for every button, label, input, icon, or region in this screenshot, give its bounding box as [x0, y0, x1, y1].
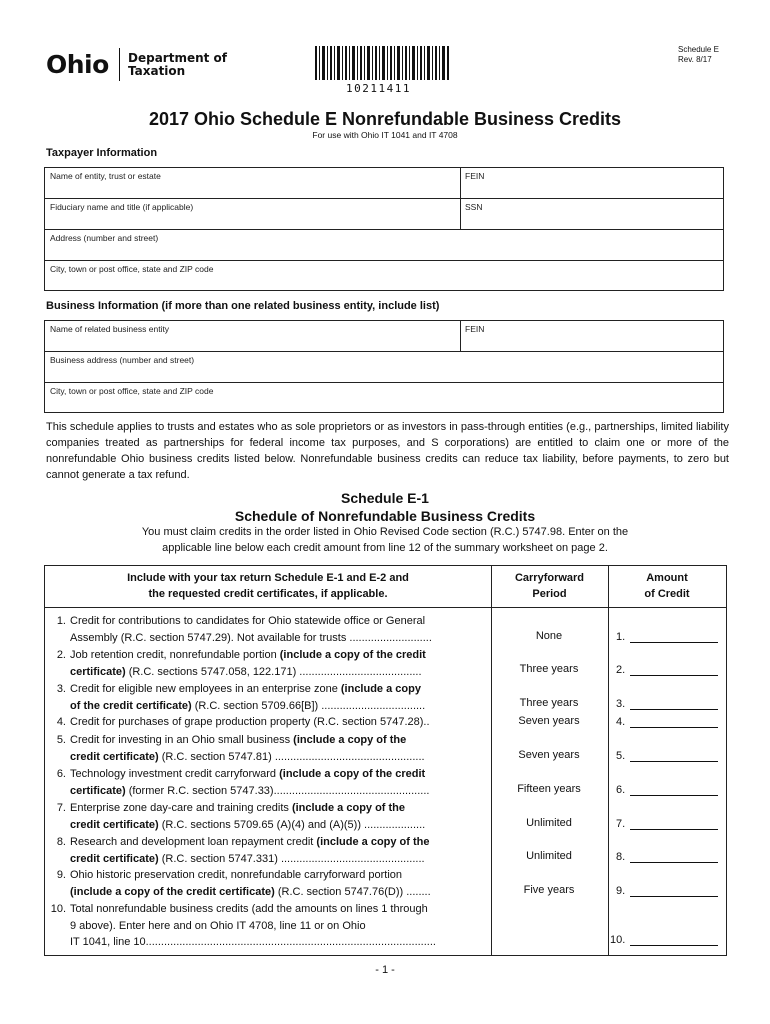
- divider: [608, 566, 609, 955]
- divider: [45, 229, 723, 230]
- ssn-field[interactable]: SSN: [465, 202, 483, 212]
- credit-text-bold: (include a copy of the credit: [279, 649, 426, 661]
- credit-text-bold: (include a copy of the: [293, 734, 407, 746]
- business-heading: Business Information (if more than one related business entity, include list): [46, 300, 440, 312]
- credit-text: Job retention credit, nonrefundable portion: [70, 649, 280, 661]
- credit-description-line-1: [70, 834, 484, 851]
- credit-number: 2.: [56, 649, 66, 661]
- column-header-amount-line-1: Amount: [646, 572, 688, 584]
- credit-text-bold: (include a copy: [340, 683, 421, 695]
- page-number: - 1 -: [375, 964, 395, 976]
- credit-description-line-2: [70, 783, 484, 800]
- credit-text: Technology investment credit carryforward: [70, 768, 280, 780]
- credit-text-bold: (include a copy of the: [291, 802, 406, 814]
- amount-input-line-3[interactable]: [630, 709, 718, 710]
- credit-description-line-1: Ohio historic preservation credit, nonrefundable carryforward portion: [70, 869, 402, 881]
- column-header-period: [491, 570, 608, 602]
- credit-description-line-2: [70, 664, 484, 681]
- credit-text-bold: certificate): [70, 784, 126, 797]
- amount-line-number: 9.: [616, 885, 626, 897]
- divider: [460, 168, 461, 229]
- instruction-line-1: You must claim credits in the order listed in Ohio Revised Code section (R.C.) 5747.98. Enter on the: [141, 526, 629, 538]
- carryforward-period: Fifteen years: [517, 783, 581, 795]
- amount-input-line-9[interactable]: [630, 896, 718, 897]
- credit-text-bold: credit certificate): [70, 818, 159, 831]
- credit-text-bold: credit certificate): [70, 750, 159, 763]
- credit-text: Credit for eligible new employees in an enterprise zone: [70, 683, 341, 695]
- credit-text-bold: (include a copy of the credit: [279, 768, 426, 780]
- credit-row: [50, 714, 484, 731]
- credit-text-bold: of the credit certificate): [70, 699, 192, 712]
- business-info-box: [44, 320, 724, 413]
- taxpayer-heading: Taxpayer Information: [46, 147, 158, 159]
- credit-description-line-1: [70, 800, 484, 817]
- divider: [45, 198, 723, 199]
- amount-line-number: 3.: [616, 698, 626, 710]
- credit-description-line-2: [70, 698, 484, 715]
- credit-text: (R.C. section 5747.76(D)) ........: [274, 885, 431, 898]
- credit-description-line-2: [70, 884, 484, 901]
- carryforward-period: Three years: [519, 663, 579, 675]
- credit-number: 10.: [50, 903, 66, 915]
- credit-description-line-1: Credit for contributions to candidates for Ohio statewide office or General: [70, 615, 426, 627]
- credit-description-line-1: [70, 732, 484, 749]
- column-header-description-line-1: Include with your tax return Schedule E-1 and E-2 and: [127, 572, 409, 584]
- carryforward-period: Seven years: [518, 749, 580, 761]
- credit-number: 9.: [56, 869, 66, 881]
- credit-number: 3.: [56, 683, 66, 695]
- dept-line-1: Department of: [128, 51, 228, 65]
- amount-line-number: 7.: [616, 818, 626, 830]
- amount-line-number: 10.: [610, 934, 626, 946]
- credit-text-bold: (include a copy of the credit certificate): [70, 885, 275, 898]
- amount-line-number: 5.: [616, 750, 626, 762]
- column-header-description-line-2: the requested credit certificates, if applicable.: [148, 588, 388, 600]
- credit-row: [50, 867, 484, 900]
- form-name: Schedule E: [678, 45, 719, 54]
- fiduciary-name-field[interactable]: Fiduciary name and title (if applicable): [50, 202, 194, 212]
- business-address-field[interactable]: Business address (number and street): [50, 355, 195, 365]
- credit-text-bold: (include a copy of the: [316, 836, 430, 848]
- related-entity-name-field[interactable]: Name of related business entity: [50, 324, 170, 334]
- form-title: 2017 Ohio Schedule E Nonrefundable Business Credits: [148, 109, 622, 129]
- credit-number: 5.: [56, 734, 66, 746]
- divider: [460, 321, 461, 351]
- column-header-period-line-1: Carryforward: [514, 572, 585, 584]
- credit-row: [50, 613, 484, 646]
- fein-field[interactable]: FEIN: [465, 171, 485, 181]
- credit-text: Research and development loan repayment credit: [70, 836, 317, 848]
- schedule-heading: Schedule E-1: [341, 490, 429, 506]
- amount-input-line-4[interactable]: [630, 727, 718, 728]
- dept-line-2: Taxation: [128, 64, 186, 78]
- credit-description-line-2: Assembly (R.C. section 5747.29). Not available for trusts ...........................: [70, 631, 432, 644]
- form-identifier: [678, 45, 719, 65]
- credit-description-line-1: [70, 766, 484, 783]
- amount-line-number: 2.: [616, 664, 626, 676]
- credit-description-line-3: IT 1041, line 10...............................................................................................: [70, 936, 436, 948]
- form-revision: Rev. 8/17: [678, 55, 712, 64]
- barcode-number: 10211411: [346, 82, 411, 95]
- credit-number: 6.: [56, 768, 66, 780]
- intro-paragraph: This schedule applies to trusts and estates who as sole proprietors or as investors in pass-through entities (e.g., partnerships, limited liability companies treated as partnerships for federal income tax purposes, and S corporations) are entitled to claim one or more of the nonrefundable Ohio business credits listed below. Nonrefundable business credits can reduce tax liability, before payments, to zero but cannot generate a tax refund.: [46, 421, 729, 481]
- credit-row: [50, 647, 484, 680]
- credit-description-line-2: 9 above). Enter here and on Ohio IT 4708, line 11 or on Ohio: [70, 919, 366, 932]
- amount-input-line-7[interactable]: [630, 829, 718, 830]
- credit-description-line-1: [70, 681, 484, 698]
- credit-row: [50, 681, 484, 714]
- credit-description-line-1: [70, 647, 484, 664]
- entity-name-field[interactable]: Name of entity, trust or estate: [50, 171, 161, 181]
- business-city-state-zip-field[interactable]: City, town or post office, state and ZIP code: [50, 386, 214, 396]
- amount-input-line-5[interactable]: [630, 761, 718, 762]
- credit-row: [50, 800, 484, 833]
- credit-number: 4.: [56, 716, 66, 728]
- credit-row: [50, 732, 484, 765]
- department-name: [128, 52, 227, 78]
- business-fein-field[interactable]: FEIN: [465, 324, 485, 334]
- amount-input-line-10[interactable]: [630, 945, 718, 946]
- ohio-logo: Ohio: [46, 50, 109, 79]
- column-header-period-line-2: Period: [532, 588, 567, 600]
- carryforward-period: Seven years: [518, 715, 580, 727]
- address-field[interactable]: Address (number and street): [50, 233, 159, 243]
- carryforward-period: Unlimited: [526, 817, 572, 829]
- credit-text: (R.C. sections 5747.058, 122.171) ........................................: [125, 665, 422, 678]
- amount-input-line-6[interactable]: [630, 795, 718, 796]
- logo-divider: [119, 48, 120, 81]
- carryforward-period: Unlimited: [526, 850, 572, 862]
- amount-input-line-2[interactable]: [630, 675, 718, 676]
- credit-text: (former R.C. section 5747.33)...................................................: [125, 784, 430, 797]
- barcode: [315, 46, 449, 80]
- credit-row: [50, 766, 484, 799]
- carryforward-period: None: [535, 630, 563, 642]
- credit-text: (R.C. section 5747.81) .................................................: [158, 750, 425, 763]
- divider: [45, 351, 723, 352]
- form-subtitle: For use with Ohio IT 1041 and IT 4708: [312, 130, 458, 140]
- credit-description-line-2: [70, 817, 484, 834]
- credit-description-line-1: Credit for purchases of grape production property (R.C. section 5747.28)..: [70, 716, 430, 728]
- amount-line-number: 8.: [616, 851, 626, 863]
- amount-input-line-1[interactable]: [630, 642, 718, 643]
- credit-number: 1.: [56, 615, 66, 627]
- credit-number: 7.: [56, 802, 66, 814]
- taxpayer-info-box: [44, 167, 724, 291]
- credit-text: (R.C. section 5747.331) ...............................................: [158, 852, 425, 865]
- credit-description-line-1: Total nonrefundable business credits (add the amounts on lines 1 through: [70, 903, 428, 915]
- schedule-subheading: Schedule of Nonrefundable Business Credits: [234, 508, 536, 524]
- amount-line-number: 4.: [616, 716, 626, 728]
- credit-text: (R.C. section 5709.66[B]) ..................................: [191, 699, 426, 712]
- credit-text: (R.C. sections 5709.65 (A)(4) and (A)(5)) ....................: [158, 818, 426, 831]
- divider: [45, 260, 723, 261]
- column-header-description: [45, 570, 491, 602]
- divider: [45, 382, 723, 383]
- credit-row: [50, 834, 484, 867]
- city-state-zip-field[interactable]: City, town or post office, state and ZIP code: [50, 264, 214, 274]
- carryforward-period: Three years: [519, 697, 579, 709]
- credit-description-line-2: [70, 749, 484, 766]
- credit-text-bold: certificate): [70, 665, 126, 678]
- credit-row: [50, 901, 484, 951]
- divider: [45, 607, 726, 608]
- credit-text: Credit for investing in an Ohio small business: [70, 734, 294, 746]
- amount-input-line-8[interactable]: [630, 862, 718, 863]
- credit-text-bold: credit certificate): [70, 852, 159, 865]
- credit-number: 8.: [56, 836, 66, 848]
- credit-description-line-2: [70, 851, 484, 868]
- column-header-amount-line-2: of Credit: [644, 588, 690, 600]
- amount-line-number: 1.: [616, 631, 626, 643]
- instruction-line-2: applicable line below each credit amount from line 12 of the summary worksheet on page 2.: [162, 542, 608, 554]
- amount-line-number: 6.: [616, 784, 626, 796]
- carryforward-period: Five years: [523, 884, 575, 896]
- credit-text: Enterprise zone day-care and training credits: [70, 802, 292, 814]
- column-header-amount: [608, 570, 726, 602]
